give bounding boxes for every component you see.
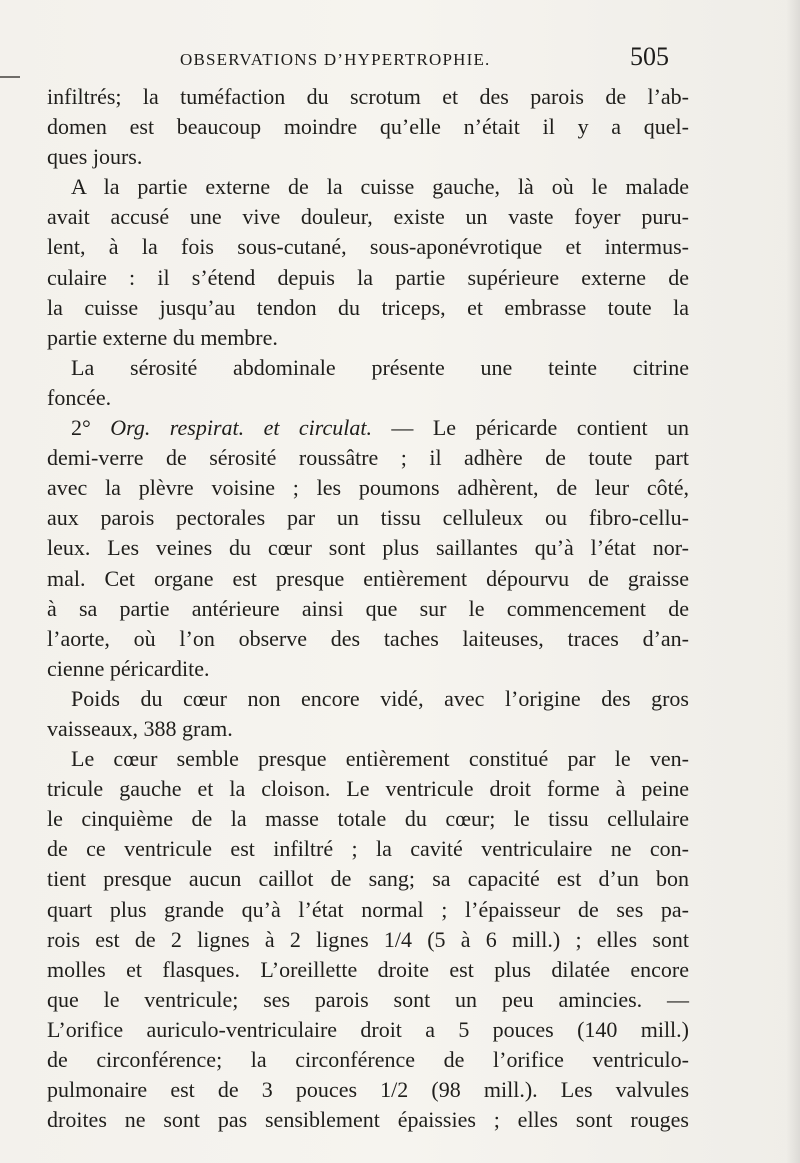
section-text: — Le péricarde contient un: [371, 415, 689, 441]
page-header: [0, 38, 800, 78]
text-line: avec la plèvre voisine ; les poumons adhèrent, de leur côté,: [47, 475, 689, 501]
text-line: culaire : il s’étend depuis la partie supérieure externe de: [47, 264, 689, 290]
text-line: aux parois pectorales par un tissu celluleux ou fibro-cellu-: [47, 505, 689, 531]
text-line: partie externe du membre.: [47, 324, 278, 350]
text-line: le cinquième de la masse totale du cœur; le tissu cellulaire: [47, 806, 689, 832]
text-line: lent, à la fois sous-cutané, sous-aponévrotique et intermus-: [47, 234, 689, 260]
text-line: demi-verre de sérosité roussâtre ; il adhère de toute part: [47, 445, 689, 471]
text-line-mixed: [47, 413, 689, 443]
running-head: OBSERVATIONS D’HYPERTROPHIE.: [180, 50, 491, 69]
text-line: foncée.: [47, 384, 112, 410]
text-line: l’aorte, où l’on observe des taches laiteuses, traces d’an-: [47, 625, 689, 651]
text-line: la cuisse jusqu’au tendon du triceps, et embrasse toute la: [47, 294, 689, 320]
section-title: Org. respirat. et circulat.: [110, 415, 372, 441]
text-line: leux. Les veines du cœur sont plus saillantes qu’à l’état nor-: [47, 535, 689, 561]
page-number: 505: [630, 42, 669, 71]
section-number: 2°: [71, 415, 111, 441]
text-line: pulmonaire est de 3 pouces 1/2 (98 mill.). Les valvules: [47, 1077, 689, 1103]
text-line: de circonférence; la circonférence de l’orifice ventriculo-: [47, 1047, 689, 1072]
page-edge-shadow: [786, 0, 800, 1163]
text-line: vaisseaux, 388 gram.: [47, 715, 233, 741]
text-line: cienne péricardite.: [47, 655, 210, 681]
text-line: avait accusé une vive douleur, existe un vaste foyer puru-: [47, 204, 689, 230]
text-line: La sérosité abdominale présente une teinte citrine: [71, 354, 689, 380]
text-line: tricule gauche et la cloison. Le ventricule droit forme à peine: [47, 776, 689, 802]
text-line: infiltrés; la tuméfaction du scrotum et des parois de l’ab-: [47, 84, 689, 109]
body-text: [47, 82, 689, 1135]
text-line: domen est beaucoup moindre qu’elle n’était il y a quel-: [47, 114, 689, 140]
text-line: molles et flasques. L’oreillette droite est plus dilatée encore: [47, 956, 689, 982]
text-line: Poids du cœur non encore vidé, avec l’origine des gros: [71, 685, 689, 711]
text-line: de ce ventricule est infiltré ; la cavité ventriculaire ne con-: [47, 836, 689, 862]
text-line: rois est de 2 lignes à 2 lignes 1/4 (5 à 6 mill.) ; elles sont: [47, 926, 689, 952]
text-line: à sa partie antérieure ainsi que sur le commencement de: [47, 595, 689, 621]
text-line: tient presque aucun caillot de sang; sa capacité est d’un bon: [47, 866, 689, 892]
text-line: mal. Cet organe est presque entièrement dépourvu de graisse: [47, 565, 689, 591]
text-line: quart plus grande qu’à l’état normal ; l’épaisseur de ses pa-: [47, 896, 689, 922]
text-line: que le ventricule; ses parois sont un peu amincies. —: [47, 986, 689, 1012]
text-line: Le cœur semble presque entièrement constitué par le ven-: [71, 746, 689, 772]
text-line: droites ne sont pas sensiblement épaissies ; elles sont rouges: [47, 1107, 689, 1133]
text-line: ques jours.: [47, 144, 143, 170]
text-line: L’orifice auriculo-ventriculaire droit a 5 pouces (140 mill.): [47, 1016, 689, 1042]
text-line: A la partie externe de la cuisse gauche, là où le malade: [71, 174, 689, 200]
